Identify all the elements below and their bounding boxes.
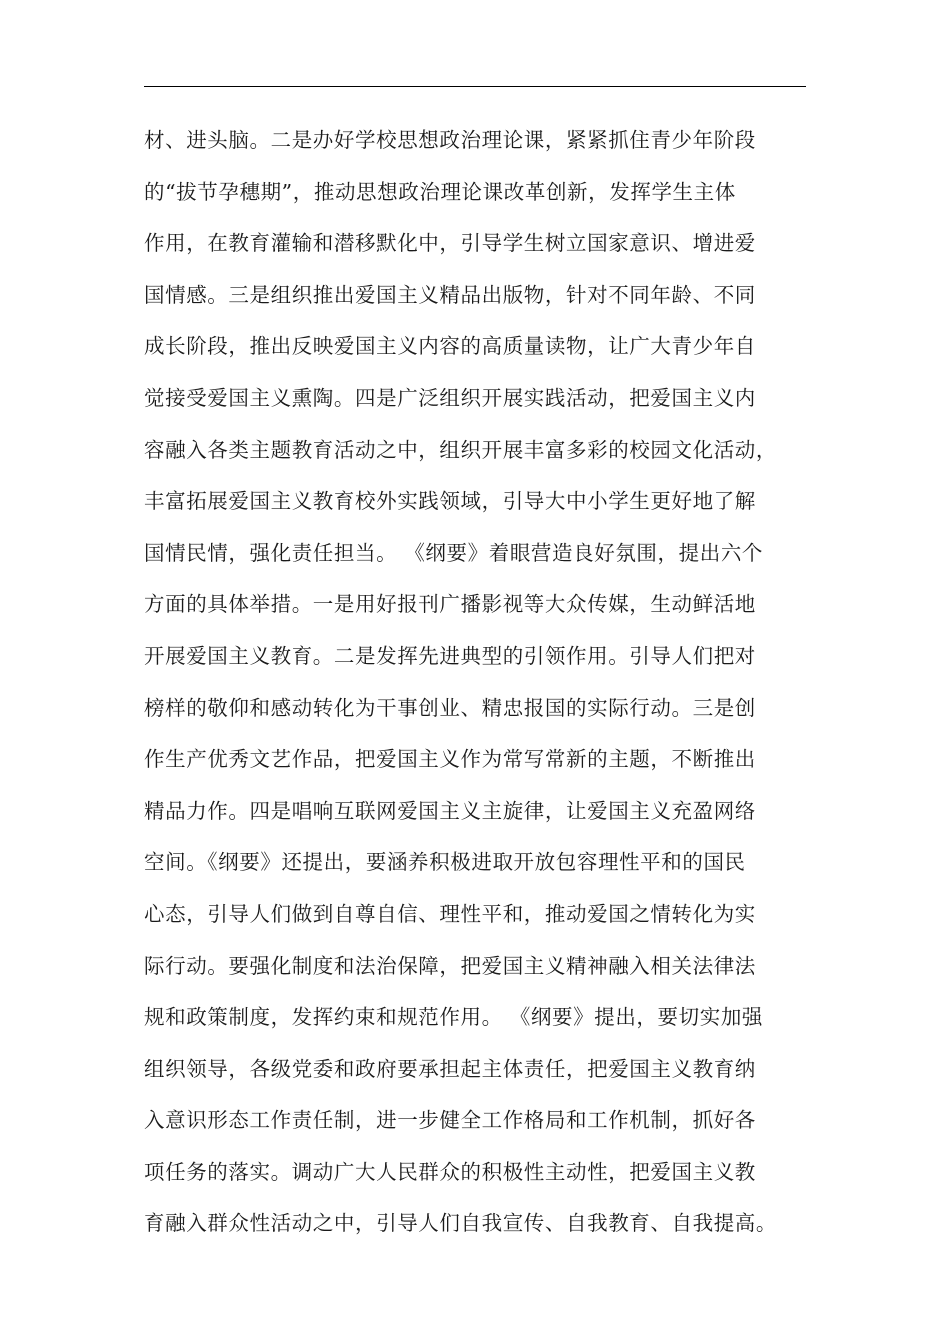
text-line: 作用，在教育灌输和潜移默化中，引导学生树立国家意识、增进爱 xyxy=(144,231,756,256)
text-line: 育融入群众性活动之中，引导人们自我宣传、自我教育、自我提高。 xyxy=(144,1211,777,1236)
text-line: 丰富拓展爱国主义教育校外实践领域，引导大中小学生更好地了解 xyxy=(144,489,756,514)
text-line: 国情感。三是组织推出爱国主义精品出版物，针对不同年龄、不同 xyxy=(144,282,756,307)
text-line: 开展爱国主义教育。二是发挥先进典型的引领作用。引导人们把对 xyxy=(144,643,756,668)
header-rule xyxy=(144,86,806,87)
text-line: 规和政策制度，发挥约束和规范作用。 《纲要》提出，要切实加强 xyxy=(144,1005,764,1030)
text-line: 的“拔节孕穗期”，推动思想政治理论课改革创新，发挥学生主体 xyxy=(144,179,736,204)
text-line: 作生产优秀文艺作品，把爱国主义作为常写常新的主题，不断推出 xyxy=(144,747,756,772)
text-line: 项任务的落实。调动广大人民群众的积极性主动性，把爱国主义教 xyxy=(144,1159,756,1184)
text-line: 材、进头脑。二是办好学校思想政治理论课，紧紧抓住青少年阶段 xyxy=(144,128,756,152)
text-line: 方面的具体举措。一是用好报刊广播影视等大众传媒，生动鲜活地 xyxy=(144,592,756,617)
text-line: 心态，引导人们做到自尊自信、理性平和，推动爱国之情转化为实 xyxy=(144,901,756,926)
text-line: 组织领导，各级党委和政府要承担起主体责任，把爱国主义教育纳 xyxy=(144,1056,756,1081)
text-line: 容融入各类主题教育活动之中，组织开展丰富多彩的校园文化活动， xyxy=(144,437,777,462)
text-line: 空间。《纲要》还提出，要涵养积极进取开放包容理性平和的国民 xyxy=(144,850,746,875)
text-line: 榜样的敬仰和感动转化为干事创业、精忠报国的实际行动。三是创 xyxy=(144,695,756,720)
body-text xyxy=(144,118,824,1253)
text-line: 入意识形态工作责任制，进一步健全工作格局和工作机制，抓好各 xyxy=(144,1108,756,1133)
text-line: 国情民情，强化责任担当。 《纲要》着眼营造良好氛围，提出六个 xyxy=(144,540,764,565)
text-line: 成长阶段，推出反映爱国主义内容的高质量读物，让广大青少年自 xyxy=(144,334,756,359)
text-line: 精品力作。四是唱响互联网爱国主义主旋律，让爱国主义充盈网络 xyxy=(144,798,756,823)
text-line: 觉接受爱国主义熏陶。四是广泛组织开展实践活动，把爱国主义内 xyxy=(144,385,756,410)
text-line: 际行动。要强化制度和法治保障，把爱国主义精神融入相关法律法 xyxy=(144,953,756,978)
